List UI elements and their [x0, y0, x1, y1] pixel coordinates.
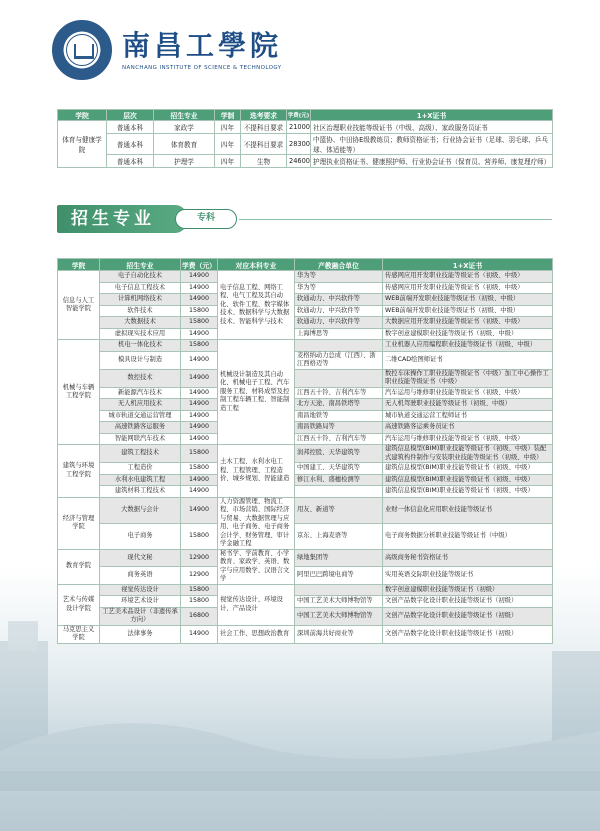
table-row [58, 271, 553, 283]
related-majors-cell: 电子信息工程、网络工程、电气工程及其自动化、软件工程、数字媒体技术、数据科学与大数据技术、智能科学与技术 [218, 271, 295, 340]
level-cell: 普通本科 [107, 134, 154, 155]
related-majors-cell: 人力资源管理、物流工程、市场营销、国际经济与贸易、大数据管理与应用、电子商务、电子商务会计学、财务管理、审计学金融工程 [218, 497, 295, 549]
cert-cell: 数字创意建模职业技能等级证书（初级） [383, 584, 553, 596]
major-cell: 电子信息工程技术 [100, 282, 181, 294]
column-header: 学费（元） [181, 259, 218, 271]
table-row [58, 486, 553, 498]
partner-cell: 北方天途、南昌铁塔等 [295, 399, 383, 411]
partner-cell: 上海博思等 [295, 328, 383, 340]
partner-cell: 中国工艺美术大师博物馆等 [295, 607, 383, 625]
fee-cell: 14900 [181, 328, 218, 340]
cert-cell: 社区治理职业技能等级证书（中级、高级）、家政服务员证书 [311, 121, 553, 134]
partner-cell: 润邦控股、天华建筑等 [295, 445, 383, 463]
college-cell: 机械与车辆工程学院 [58, 340, 100, 445]
major-cell: 模具设计与制造 [100, 351, 181, 369]
partner-cell [295, 340, 383, 352]
fee-cell: 14900 [181, 422, 218, 434]
table-row [58, 567, 553, 585]
fee-cell: 14900 [181, 486, 218, 498]
column-header: 1+X证书 [311, 110, 553, 121]
cert-cell: 文创产品数字化设计职业技能等级证书（初级） [383, 607, 553, 625]
table-row [58, 134, 553, 155]
cert-cell: 汽车运用与维修职业技能等级证书（初级、中级） [383, 387, 553, 399]
major-cell: 机电一体化技术 [100, 340, 181, 352]
partner-cell: 阿里巴巴跨境电商等 [295, 567, 383, 585]
partner-cell: 华为等 [295, 271, 383, 283]
fee-cell: 14900 [181, 410, 218, 422]
partner-cell: 软通动力、中兴软件等 [295, 317, 383, 329]
years-cell: 四年 [215, 134, 241, 155]
table-row [58, 607, 553, 625]
cert-cell: 业财一体信息化应用职业技能等级证书 [383, 497, 553, 523]
major-cell: 大数据技术 [100, 317, 181, 329]
major-cell: 建筑材料工程技术 [100, 486, 181, 498]
column-header: 对应本科专业 [218, 259, 295, 271]
major-cell: 工程造价 [100, 463, 181, 475]
cert-cell: 无人机驾驶职业技能等级证书（初级、中级） [383, 399, 553, 411]
fee-cell: 14900 [181, 294, 218, 306]
table-header-row [58, 110, 553, 121]
cert-cell: 传感网应用开发职业技能等级证书（初级、中级） [383, 282, 553, 294]
section-divider [239, 219, 552, 220]
partner-cell [295, 584, 383, 596]
cert-cell: 建筑信息模型(BIM)职业技能等级证书（初级、中级） [383, 463, 553, 475]
school-name-en: NANCHANG INSTITUTE OF SCIENCE & TECHNOLOGY [122, 65, 282, 71]
years-cell: 四年 [215, 121, 241, 134]
fee-cell: 14900 [181, 271, 218, 283]
cert-cell: 城市轨道交通运营工程师证书 [383, 410, 553, 422]
partner-cell: 用友、新道等 [295, 497, 383, 523]
major-cell: 软件技术 [100, 305, 181, 317]
related-majors-cell: 土木工程、水利水电工程、工程管理、工程造价、城乡规划、智能建造 [218, 445, 295, 498]
related-majors-cell: 社会工作、思想政治教育 [218, 625, 295, 643]
partner-cell: 南昌地铁等 [295, 410, 383, 422]
fee-cell: 14900 [181, 433, 218, 445]
requirement-cell: 不提科目要求 [241, 134, 287, 155]
college-cell: 教育学院 [58, 549, 100, 584]
cert-cell: 数字创意建模职业技能等级证书（初级、中级） [383, 328, 553, 340]
table-row [58, 410, 553, 422]
partner-cell: 华为等 [295, 282, 383, 294]
fee-cell: 15800 [181, 463, 218, 475]
partner-cell: 中国工艺美术大师博物馆等 [295, 596, 383, 608]
school-logo-text [122, 29, 282, 71]
table-row [58, 317, 553, 329]
partner-cell: 京东、上海麦语等 [295, 523, 383, 549]
fee-cell: 14900 [181, 497, 218, 523]
partner-cell [295, 369, 383, 387]
partner-cell [295, 486, 383, 498]
fee-cell: 24600 [287, 155, 311, 168]
column-header: 产教融合单位 [295, 259, 383, 271]
header [52, 18, 282, 82]
years-cell: 四年 [215, 155, 241, 168]
major-cell: 建筑工程技术 [100, 445, 181, 463]
partner-cell: 江西五十铃、吉利汽车等 [295, 387, 383, 399]
major-cell: 新能源汽车技术 [100, 387, 181, 399]
table-row [58, 474, 553, 486]
cert-cell: 数控车床操作工职业技能等级证书（中级）加工中心操作工职业技能等级证书（中级） [383, 369, 553, 387]
section-tag: 专科 [175, 209, 237, 229]
school-seal-logo [52, 20, 112, 80]
table-row [58, 399, 553, 411]
fee-cell: 14900 [181, 387, 218, 399]
major-cell: 计算机网络技术 [100, 294, 181, 306]
table-row [58, 340, 553, 352]
column-header: 招生专业 [100, 259, 181, 271]
college-table [57, 258, 553, 644]
major-cell: 无人机应用技术 [100, 399, 181, 411]
related-majors-cell: 机械设计制造及其自动化、机械电子工程、汽车服务工程、材料成型及控制工程车辆工程、智能制造工程 [218, 340, 295, 445]
table-row [58, 445, 553, 463]
cert-cell: 汽车运用与维修职业技能等级证书（初级、中级） [383, 433, 553, 445]
cert-cell: 二维CAD绘图师证书 [383, 351, 553, 369]
major-cell: 工艺美术品设计（非遗传承方向） [100, 607, 181, 625]
college-cell: 建筑与环境工程学院 [58, 445, 100, 498]
column-header: 学院 [58, 110, 107, 121]
major-cell: 现代文秘 [100, 549, 181, 567]
major-cell: 智能网联汽车技术 [100, 433, 181, 445]
fee-cell: 15800 [181, 584, 218, 596]
fee-cell: 14900 [181, 369, 218, 387]
table-row [58, 422, 553, 434]
table-row [58, 282, 553, 294]
column-header: 学院 [58, 259, 100, 271]
column-header: 学制 [215, 110, 241, 121]
table-row [58, 523, 553, 549]
table-row [58, 596, 553, 608]
major-cell: 法律事务 [100, 625, 181, 643]
major-cell: 环境艺术设计 [100, 596, 181, 608]
major-cell: 数控技术 [100, 369, 181, 387]
cert-cell: 工业机器人应用编程职业技能等级证书（初级、中级） [383, 340, 553, 352]
table-row [58, 387, 553, 399]
fee-cell: 15800 [181, 596, 218, 608]
major-cell: 家政学 [154, 121, 215, 134]
school-name-cn: 南昌工學院 [122, 29, 283, 62]
partner-cell: 中国建工、天华建筑等 [295, 463, 383, 475]
column-header: 层次 [107, 110, 154, 121]
related-majors-cell: 秘书学、学前教育、小学教育、家政学、英语、数字与应用数学、汉语言文学 [218, 549, 295, 584]
cert-cell: WEB前端开发职业技能等级证书（初级、中级） [383, 305, 553, 317]
college-cell: 信息与人工智能学院 [58, 271, 100, 340]
table-row [58, 549, 553, 567]
level-cell: 普通本科 [107, 121, 154, 134]
fee-cell: 12900 [181, 549, 218, 567]
section-title: 招生专业 [57, 205, 187, 233]
cert-cell: 电子商务数据分析职业技能等级证书（中级） [383, 523, 553, 549]
partner-cell: 软通动力、中兴软件等 [295, 294, 383, 306]
fee-cell: 15800 [181, 340, 218, 352]
college-cell: 马克思主义学院 [58, 625, 100, 643]
major-cell: 体育教育 [154, 134, 215, 155]
table-row [58, 369, 553, 387]
table-row [58, 497, 553, 523]
table-row [58, 155, 553, 168]
major-cell: 高速铁路客运服务 [100, 422, 181, 434]
level-cell: 普通本科 [107, 155, 154, 168]
related-majors-cell: 视觉传达设计、环境设计、产品设计 [218, 584, 295, 625]
column-header: 选考要求 [241, 110, 287, 121]
fee-cell: 14900 [181, 399, 218, 411]
cert-cell: 高速铁路客运乘务员证书 [383, 422, 553, 434]
table-row [58, 625, 553, 643]
fee-cell: 15800 [181, 317, 218, 329]
table-row [58, 121, 553, 134]
cert-cell: 建筑信息模型(BIM)职业技能等级证书（初级、中级） [383, 474, 553, 486]
fee-cell: 14900 [181, 625, 218, 643]
partner-cell: 软通动力、中兴软件等 [295, 305, 383, 317]
fee-cell: 14900 [181, 282, 218, 294]
college-cell: 艺术与传媒设计学院 [58, 584, 100, 625]
cert-cell: 实用英语交际职业技能等级证书 [383, 567, 553, 585]
fee-cell: 15800 [181, 523, 218, 549]
fee-cell: 15800 [181, 305, 218, 317]
cert-cell: 护理执业资格证书、健康照护师、行业协会证书（保育员、营养师、康复理疗师） [311, 155, 553, 168]
major-cell: 护理学 [154, 155, 215, 168]
partner-cell: 南昌铁路局等 [295, 422, 383, 434]
major-cell: 水利水电建筑工程 [100, 474, 181, 486]
partner-cell: 麦格纳动力总成（江西）、浙江西格迈等 [295, 351, 383, 369]
requirement-cell: 不提科目要求 [241, 121, 287, 134]
column-header: 招生专业 [154, 110, 215, 121]
cert-cell: 中篮协、中田协E级教练员；教师资格证书；行业协会证书（足球、羽毛球、乒乓球、体适能等） [311, 134, 553, 155]
major-cell: 大数据与会计 [100, 497, 181, 523]
cert-cell: 大数据应用开发职业技能等级证书（初级、中级） [383, 317, 553, 329]
cert-cell: 文创产品数字化设计职业技能等级证书（初级） [383, 625, 553, 643]
fee-cell: 21000 [287, 121, 311, 134]
partner-cell: 深圳前海共好商业等 [295, 625, 383, 643]
partner-cell: 江西五十铃、吉利汽车等 [295, 433, 383, 445]
college-cell: 体育与健康学院 [58, 121, 107, 168]
table-row [58, 351, 553, 369]
major-cell: 虚拟现实技术应用 [100, 328, 181, 340]
requirement-cell: 生物 [241, 155, 287, 168]
partner-cell: 修江水利、盛穗检测等 [295, 474, 383, 486]
undergrad-table [57, 109, 553, 168]
fee-cell: 12900 [181, 567, 218, 585]
partner-cell: 绿地集团等 [295, 549, 383, 567]
fee-cell: 14900 [181, 474, 218, 486]
major-cell: 电子商务 [100, 523, 181, 549]
table-row [58, 463, 553, 475]
table-row [58, 584, 553, 596]
section-header [57, 205, 552, 235]
fee-cell: 14900 [181, 351, 218, 369]
major-cell: 城市轨道交通运营管理 [100, 410, 181, 422]
table-row [58, 328, 553, 340]
major-cell: 视觉传达设计 [100, 584, 181, 596]
major-cell: 商务英语 [100, 567, 181, 585]
cert-cell: 高级商务秘书资格证书 [383, 549, 553, 567]
college-cell: 经济与管理学院 [58, 497, 100, 549]
fee-cell: 16800 [181, 607, 218, 625]
cert-cell: 建筑信息模型(BIM)职业技能等级证书（初级、中级）装配式建筑构件制作与安装职业技能等级证书（初级、中级） [383, 445, 553, 463]
table-row [58, 305, 553, 317]
cert-cell: WEB前端开发职业技能等级证书（初级、中级） [383, 294, 553, 306]
cert-cell: 文创产品数字化设计职业技能等级证书（初级） [383, 596, 553, 608]
fee-cell: 15800 [181, 445, 218, 463]
cert-cell: 传感网应用开发职业技能等级证书（初级、中级） [383, 271, 553, 283]
cert-cell: 建筑信息模型(BIM)职业技能等级证书（初级、中级） [383, 486, 553, 498]
table-header-row [58, 259, 553, 271]
major-cell: 电子自动化技术 [100, 271, 181, 283]
table-row [58, 433, 553, 445]
table-row [58, 294, 553, 306]
fee-cell: 28300 [287, 134, 311, 155]
column-header: 1+X证书 [383, 259, 553, 271]
column-header: 学费(元) [287, 110, 311, 121]
